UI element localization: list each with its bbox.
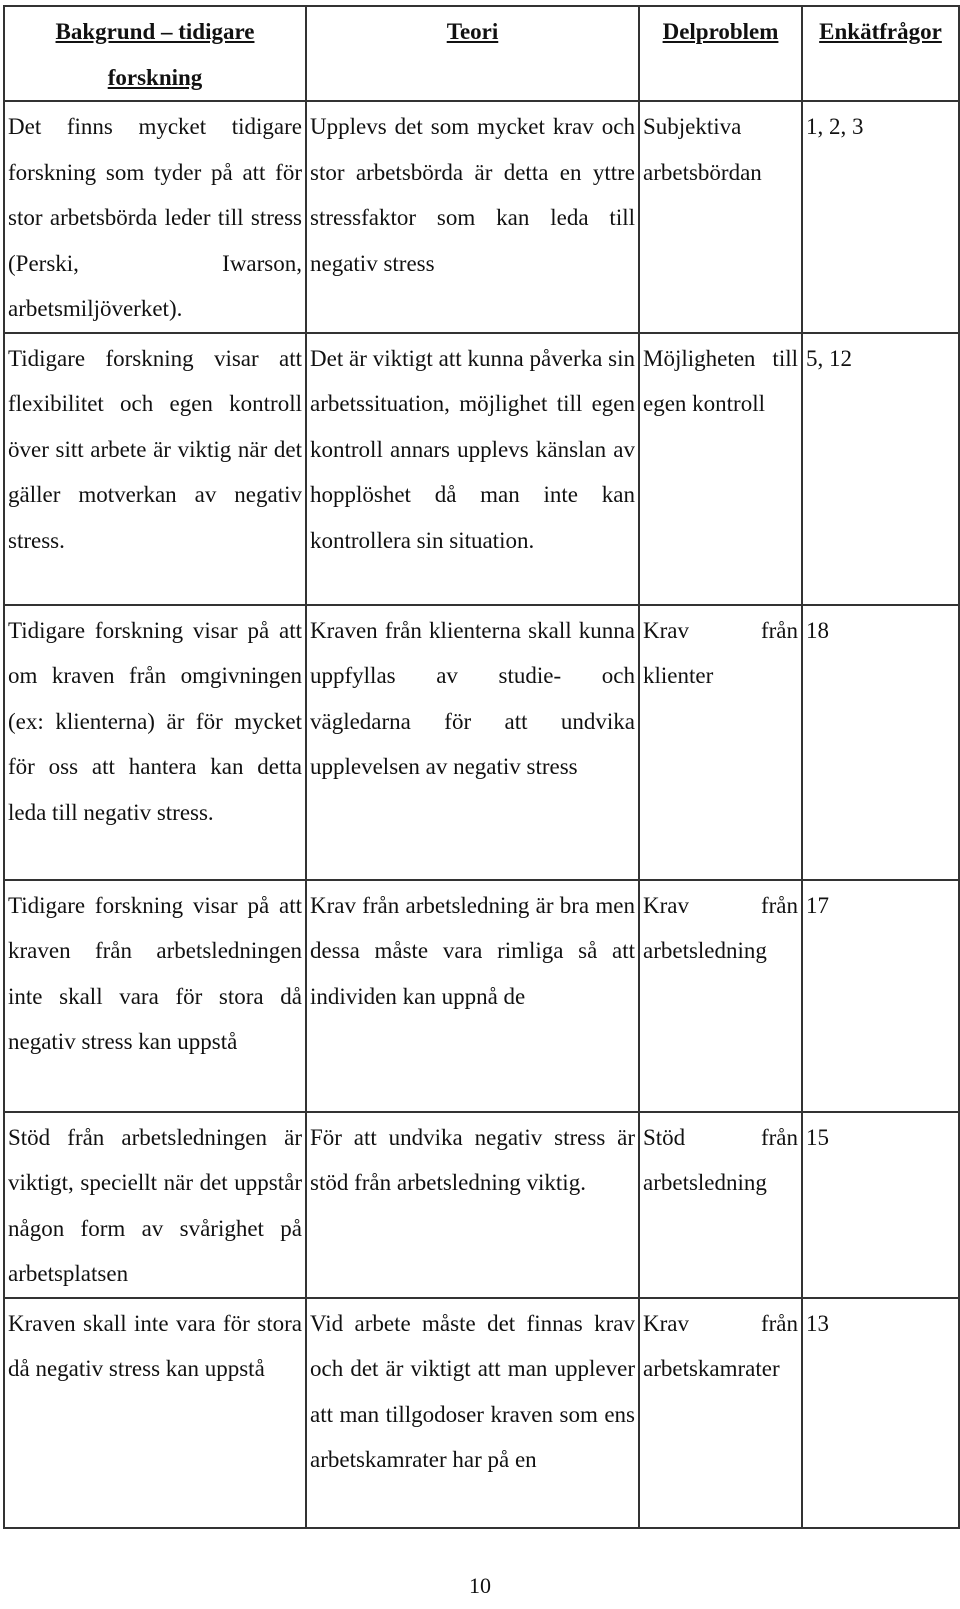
table-row	[4, 101, 959, 333]
questions-cell: 13	[802, 1298, 959, 1528]
header-subproblem: Delproblem	[639, 6, 802, 101]
table-row	[4, 605, 959, 880]
background-cell: Tidigare forskning visar att flexibilitet och egen kontroll över sitt arbete är viktig när det gäller motverkan av negativ stress.	[4, 333, 306, 605]
background-cell: Tidigare forskning visar på att om kraven från omgivningen (ex: klienterna) är för mycket för oss att hantera kan detta leda till negativ stress.	[4, 605, 306, 880]
background-cell: Det finns mycket tidigare forskning som tyder på att för stor arbetsbörda leder till stress (Perski, Iwarson, arbetsmiljöverket).	[4, 101, 306, 333]
subproblem-cell: Stöd från arbetsledning	[639, 1112, 802, 1298]
subproblem-cell: Krav från klienter	[639, 605, 802, 880]
header-theory: Teori	[306, 6, 639, 101]
theory-cell: Det är viktigt att kunna påverka sin arbetssituation, möjlighet till egen kontroll annars upplevs känslan av hopplöshet då man inte kan kontrollera sin situation.	[306, 333, 639, 605]
background-cell: Kraven skall inte vara för stora då negativ stress kan uppstå	[4, 1298, 306, 1528]
header-background: Bakgrund – tidigare forskning	[4, 6, 306, 101]
background-cell: Tidigare forskning visar på att kraven från arbetsledningen inte skall vara för stora då negativ stress kan uppstå	[4, 880, 306, 1112]
table-row	[4, 333, 959, 605]
table-row	[4, 1112, 959, 1298]
theory-cell: Upplevs det som mycket krav och stor arbetsbörda är detta en yttre stressfaktor som kan leda till negativ stress	[306, 101, 639, 333]
questions-cell: 18	[802, 605, 959, 880]
theory-cell: Krav från arbetsledning är bra men dessa måste vara rimliga så att individen kan uppnå de	[306, 880, 639, 1112]
questions-cell: 15	[802, 1112, 959, 1298]
header-survey-questions: Enkätfrågor	[802, 6, 959, 101]
subproblem-cell: Subjektiva arbetsbördan	[639, 101, 802, 333]
questions-cell: 1, 2, 3	[802, 101, 959, 333]
table-row	[4, 1298, 959, 1528]
questions-cell: 5, 12	[802, 333, 959, 605]
page-number: 10	[469, 1573, 491, 1598]
subproblem-cell: Krav från arbetskamrater	[639, 1298, 802, 1528]
subproblem-cell: Krav från arbetsledning	[639, 880, 802, 1112]
questions-cell: 17	[802, 880, 959, 1112]
table-row	[4, 880, 959, 1112]
theory-cell: Kraven från klienterna skall kunna uppfyllas av studie- och vägledarna för att undvika upplevelsen av negativ stress	[306, 605, 639, 880]
header-row	[4, 6, 959, 101]
research-overview-table	[3, 5, 960, 1529]
subproblem-cell: Möjligheten till egen kontroll	[639, 333, 802, 605]
theory-cell: För att undvika negativ stress är stöd från arbetsledning viktig.	[306, 1112, 639, 1298]
theory-cell: Vid arbete måste det finnas krav och det är viktigt att man upplever att man tillgodoser kraven som ens arbetskamrater har på en	[306, 1298, 639, 1528]
background-cell: Stöd från arbetsledningen är viktigt, speciellt när det uppstår någon form av svårighet på arbetsplatsen	[4, 1112, 306, 1298]
